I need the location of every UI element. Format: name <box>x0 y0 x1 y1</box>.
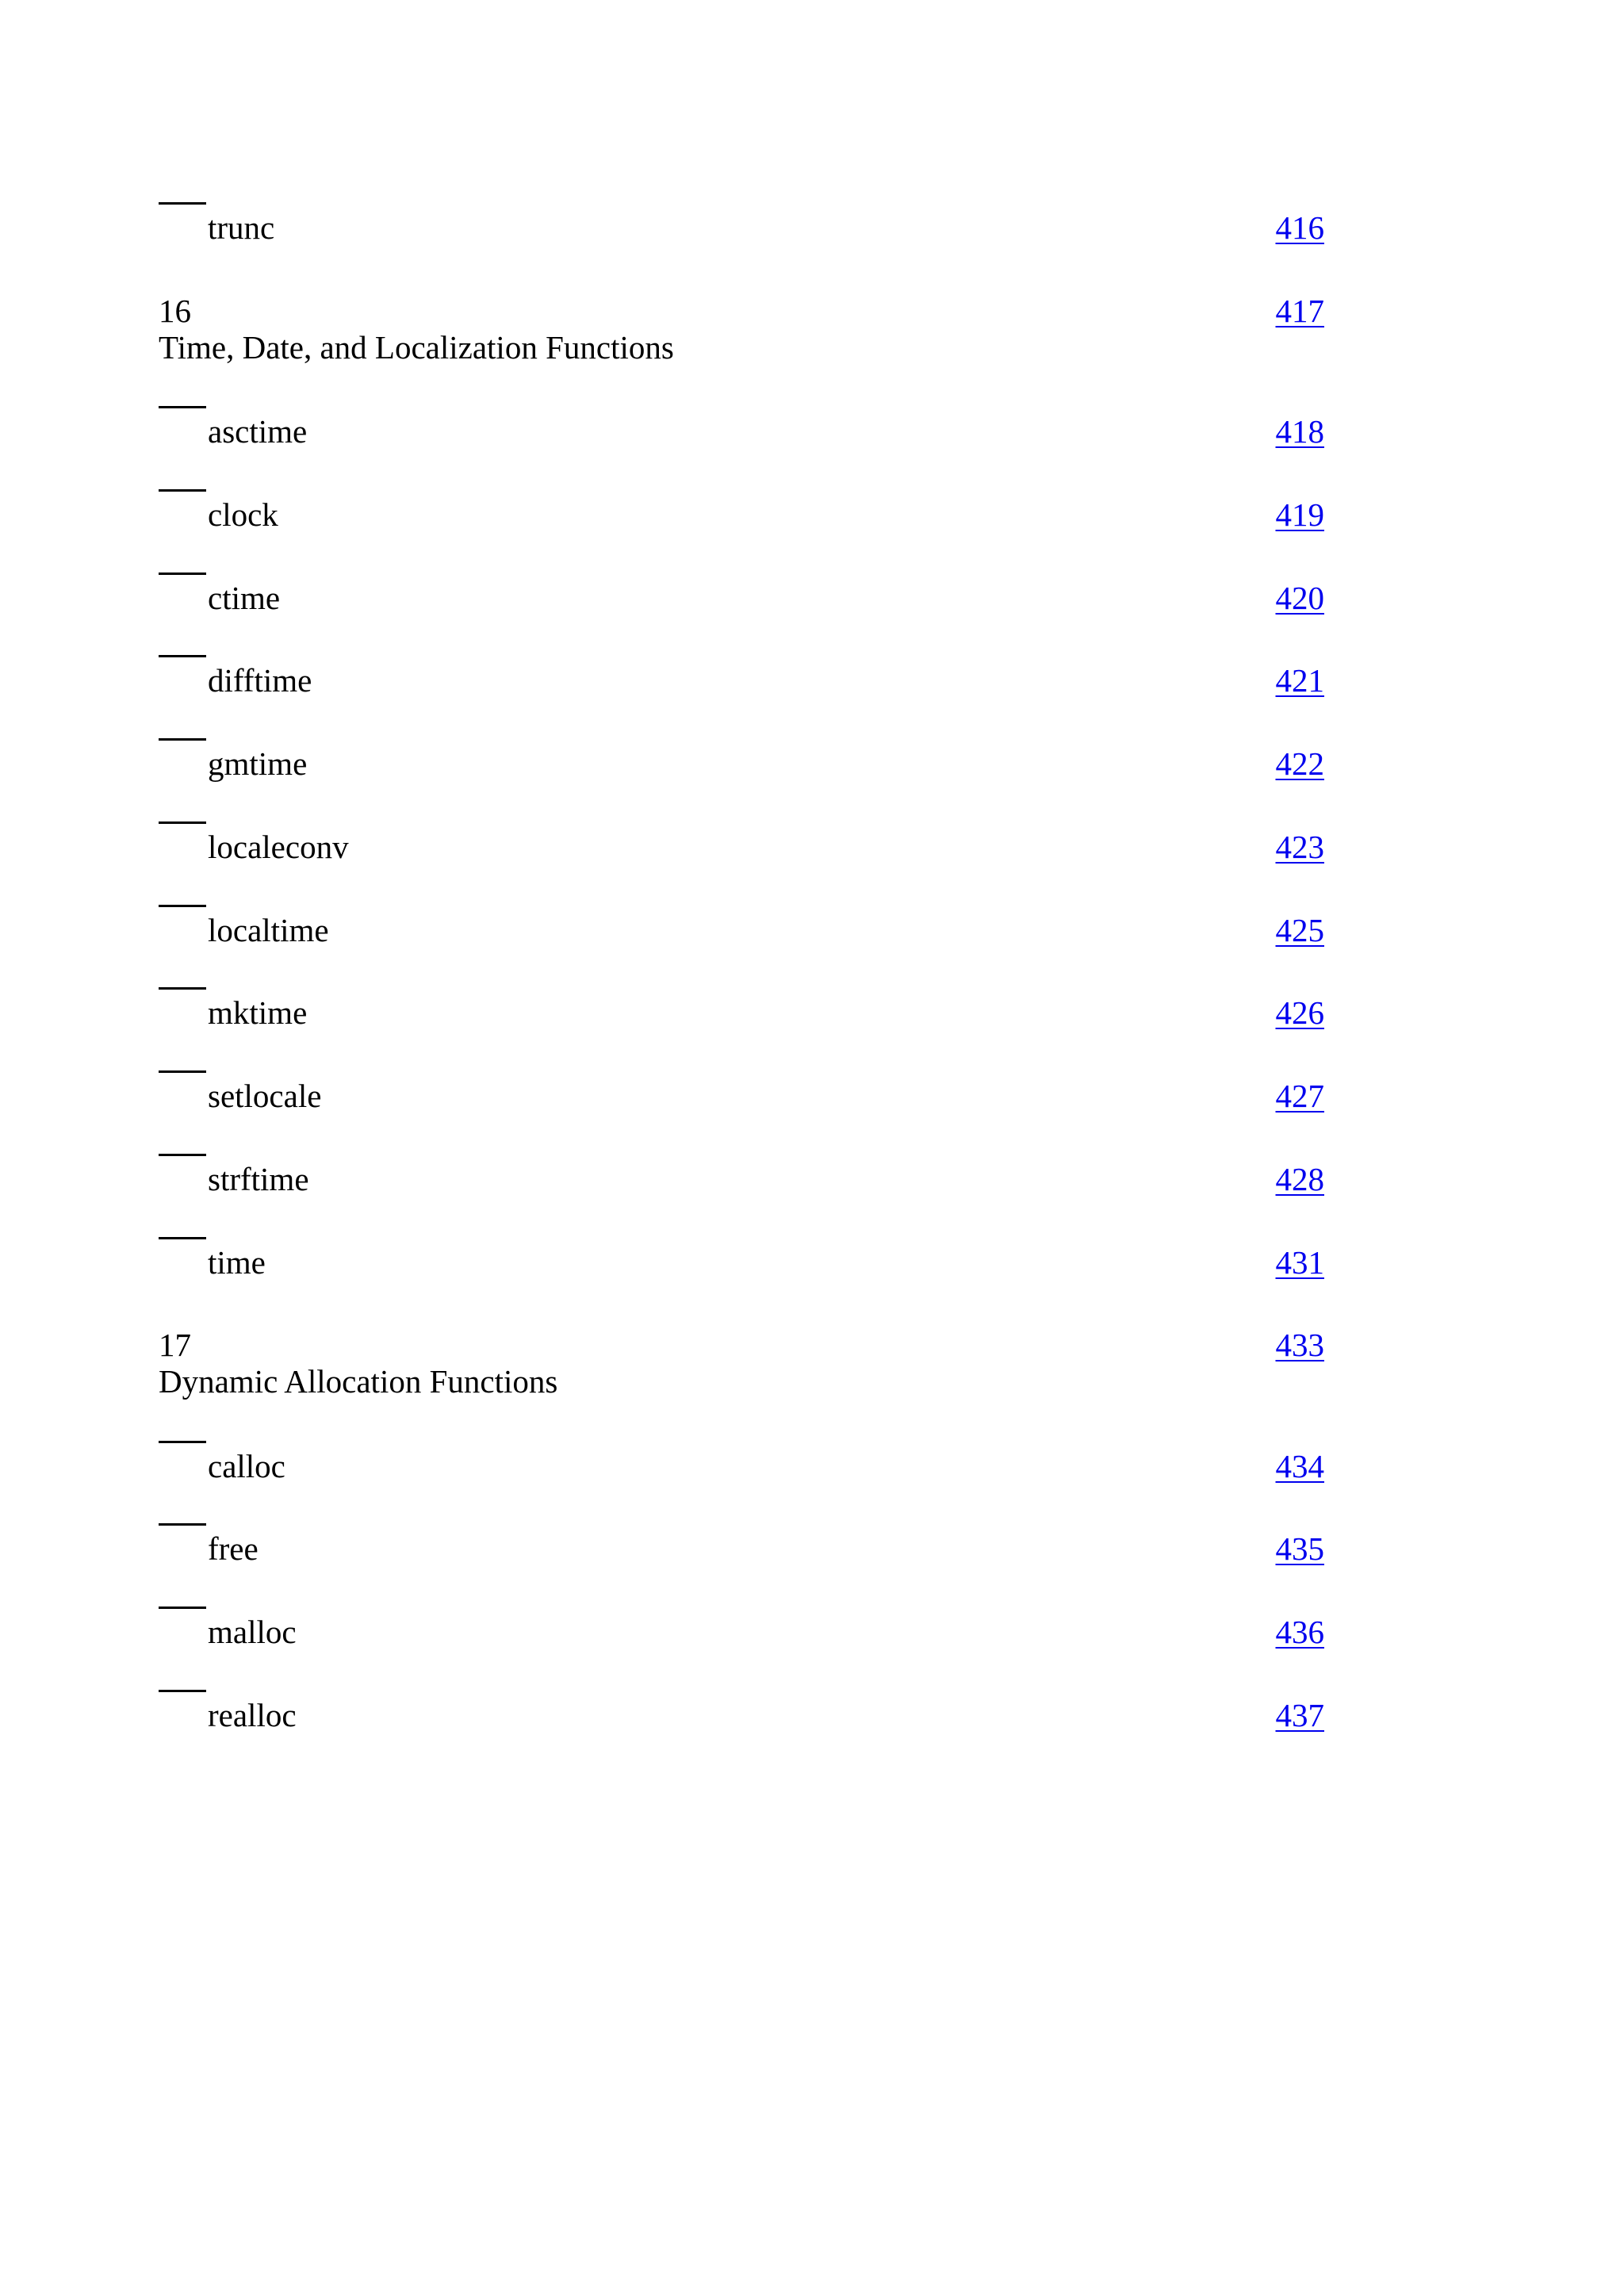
function-name: strftime <box>208 1161 309 1197</box>
page-number-link[interactable]: 419 <box>1275 496 1324 533</box>
function-name: setlocale <box>208 1078 322 1114</box>
function-name: asctime <box>208 413 308 450</box>
page-number-link[interactable]: 428 <box>1275 1161 1324 1197</box>
function-name: mktime <box>208 994 308 1031</box>
function-name: difftime <box>208 662 312 699</box>
page-number-link[interactable]: 434 <box>1275 1448 1324 1484</box>
page-number-link[interactable]: 435 <box>1275 1530 1324 1567</box>
entry-dash-rule <box>159 1607 206 1609</box>
function-name: ctime <box>208 580 281 616</box>
entry-dash-rule <box>159 1441 206 1443</box>
entry-dash-rule <box>159 987 206 990</box>
chapter-title: Time, Date, and Localization Functions <box>159 329 674 366</box>
page-number-link[interactable]: 418 <box>1275 413 1324 450</box>
entry-dash-rule <box>159 489 206 492</box>
entry-dash-rule <box>159 202 206 205</box>
entry-dash-rule <box>159 905 206 907</box>
entry-dash-rule <box>159 1070 206 1073</box>
chapter-title: Dynamic Allocation Functions <box>159 1363 558 1400</box>
entry-dash-rule <box>159 1237 206 1239</box>
page-number-link[interactable]: 417 <box>1275 293 1324 329</box>
function-name: time <box>208 1244 266 1281</box>
entry-dash-rule <box>159 573 206 575</box>
function-name: realloc <box>208 1697 297 1733</box>
function-name: clock <box>208 496 278 533</box>
function-name: localeconv <box>208 829 349 865</box>
function-name: gmtime <box>208 745 308 782</box>
page-number-link[interactable]: 436 <box>1275 1614 1324 1650</box>
page-number-link[interactable]: 422 <box>1275 745 1324 782</box>
function-name: localtime <box>208 912 329 948</box>
page-number-link[interactable]: 427 <box>1275 1078 1324 1114</box>
page-number-link[interactable]: 437 <box>1275 1697 1324 1733</box>
page-number-link[interactable]: 433 <box>1275 1327 1324 1363</box>
page-number-link[interactable]: 423 <box>1275 829 1324 865</box>
page-number-link[interactable]: 420 <box>1275 580 1324 616</box>
entry-dash-rule <box>159 1154 206 1156</box>
entry-dash-rule <box>159 738 206 741</box>
page-number-link[interactable]: 431 <box>1275 1244 1324 1281</box>
function-name: free <box>208 1530 259 1567</box>
function-name: calloc <box>208 1448 285 1484</box>
entry-dash-rule <box>159 1690 206 1692</box>
entry-dash-rule <box>159 1523 206 1526</box>
entry-dash-rule <box>159 821 206 824</box>
chapter-number: 17 <box>159 1327 191 1363</box>
entry-dash-rule <box>159 406 206 408</box>
function-name: malloc <box>208 1614 297 1650</box>
page-number-link[interactable]: 416 <box>1275 209 1324 246</box>
page-number-link[interactable]: 421 <box>1275 662 1324 699</box>
entry-dash-rule <box>159 655 206 657</box>
page-number-link[interactable]: 426 <box>1275 994 1324 1031</box>
chapter-number: 16 <box>159 293 191 329</box>
function-name: trunc <box>208 209 275 246</box>
page-number-link[interactable]: 425 <box>1275 912 1324 948</box>
